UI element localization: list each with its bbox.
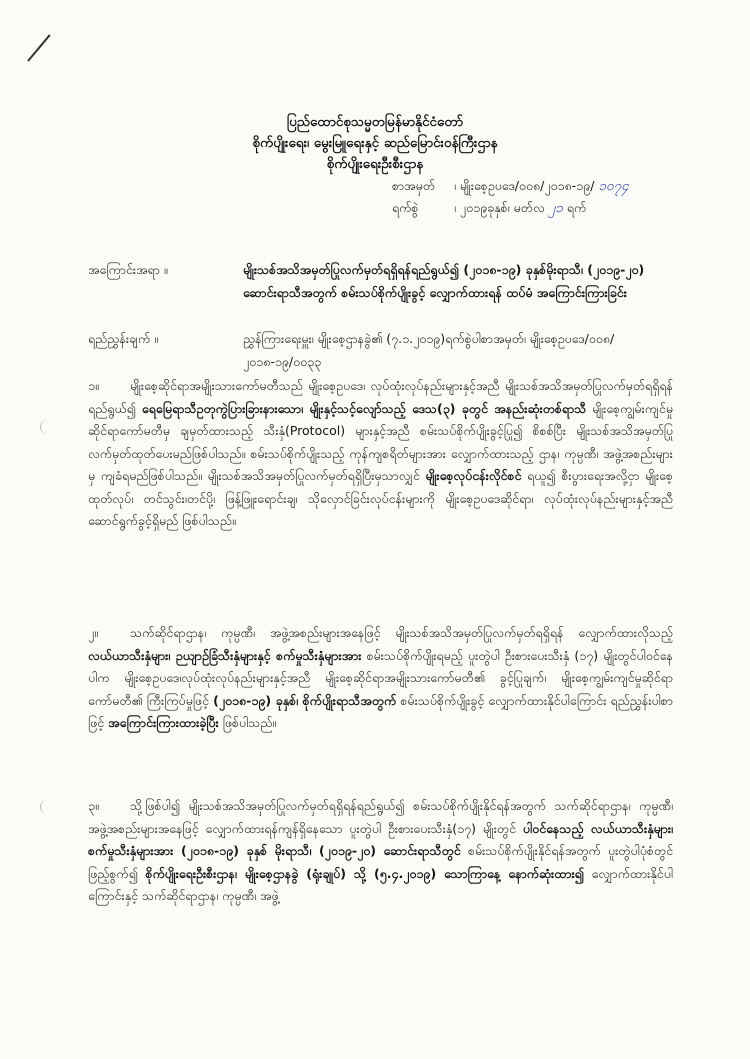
paragraph-text: စမ်းသပ်စိုက်ပျိုးခွင့် လျှောက်ထားနိုင်ပါကြောင်း ရည်ညွှန်းပါစာဖြင့် [88,692,673,730]
paragraph-text: မျိုးစေ့ကျွမ်းကျင်မှုဆိုင်ရာကော်မတီမှ ချမှတ်ထားသည့် သီးနှံ(Protocol) များနှင့်အညီ စမ်းသပ်စိုက်ပျိုးခွင့်ပြု၍ စိစစ်ပြီး မျိုးသစ်အသိအမှတ်ပြုလက်မှတ်ထုတ်ပေးမည်ဖြစ်ပါသည်။ စမ်းသပ်စိုက်ပျိုးသည့် ကုန်ကျစရိတ်များအား လျှောက်ထားသည့် ဌာန၊ ကုမ္ပဏီ၊ အဖွဲ့အစည်းများမှ ကျခံရမည်ဖြစ်ပါသည်။ မျိုးသစ်အသိအမှတ်ပြုလက်မှတ်ရရှိပြီးမှသာလျှင် [88,400,673,483]
paragraph-text: စမ်းသပ်စိုက်ပျိုးရမည့် ပူးတွဲပါ ဦးစားပေးသီးနှံ (၁၇) မျိုးတွင်ပါဝင်နေပါက မျိုးစေ့ဥပဒေ၊လုပ်ထုံးလုပ်နည်းများနှင့်အညီ မျိုးစေ့ဆိုင်ရာအမျိုးသားကော်မတီ၏ ခွင့်ပြုချက်၊ မျိုးစေ့ကျွမ်းကျင်မှုဆိုင်ရာကော်မတီ၏ ကြီးကြပ်မှုဖြင့် [88,647,673,708]
paragraph-text: လျှောက်ထားနိုင်ပါကြောင်းနှင့် သက်ဆိုင်ရာဌာန၊ ကုမ္ပဏီ၊ အဖွဲ့ [88,865,673,903]
subject-label: အကြောင်းအရာ ။ [88,262,168,277]
paragraph-text: စမ်းသပ်စိုက်ပျိုးနိုင်ရန်အတွက် ပူးတွဲပါပုံစံတွင် ဖြည့်စွက်၍ [88,843,673,881]
margin-hole-mark [40,420,55,434]
margin-hole-mark [40,800,55,814]
subject-text: မျိုးသစ်အသိအမှတ်ပြုလက်မှတ်ရရှိရန်ရည်ရွယ်၍ (၂ဝ၁၈-၁၉) ခုနှစ်မိုးရာသီ၊ (၂ဝ၁၉-၂ဝ) ဆောင်းရာသီအတွက် စမ်းသပ်စိုက်ပျိုးခွင့် လျှောက်ထားရန် ထပ်မံ အကြောင်းကြားခြင်း [243,262,645,300]
letter-date-prefix: ၊ ၂ဝ၁၉ခုနှစ်၊ မတ်လ [453,200,545,215]
paragraph-1 [88,375,673,533]
paragraph-bold-text: စိုက်ပျိုးရေးဦးစီးဌာန၊ မျိုးစေ့ဌာနခွဲ (ရုံးချုပ်) သို့ (၅.၄.၂ဝ၁၉) သောကြာနေ့ နောက်ဆုံးထား၍ [145,865,584,881]
reference-text: ညွှန်ကြားရေးမှူး၊ မျိုးစေ့ဌာနခွဲ၏ (၇.၁.၂ဝ၁၉)ရက်စွဲပါစာအမှတ်၊ မျိုးစေ့ဥပဒေ/ဝဝ၈/ ၂ဝ၁၈-၁၉/ဝဝ၃၃ [243,331,615,369]
paragraph-number: ၂။ [88,625,98,640]
paragraph-number: ၁။ [88,378,99,393]
letter-date-label: ရက်စွဲ [392,200,419,215]
paragraph-text: သို့ဖြစ်ပါ၍ မျိုးသစ်အသိအမှတ်ပြုလက်မှတ်ရရှိရန်ရည်ရွယ်၍ စမ်းသပ်စိုက်ပျိုးနိုင်ရန်အတွက် သက်ဆိုင်ရာဌာန၊ ကုမ္ပဏီ၊ အဖွဲ့အစည်းများအနေဖြင့် လျှောက်ထားရန်ကျန်ရှိနေသော ပူးတွဲပါ ဦးစားပေးသီးနှံ(၁၇) မျိုးတွင် [88,798,673,836]
paragraph-text: မျိုးစေ့ဆိုင်ရာအမျိုးသားကော်မတီသည် မျိုးစေ့ဥပဒေ၊ လုပ်ထုံးလုပ်နည်းများနှင့်အညီ မျိုးသစ်အသိအမှတ်ပြုလက်မှတ်ရရှိရန် ရည်ရွယ်၍ [88,378,673,416]
letter-number-value: ၊ မျိုးစေ့ဥပဒေ/ဝဝ၈/၂ဝ၁၈-၁၉/ [453,178,595,193]
letter-number-row [392,175,629,197]
paragraph-bold-text: လယ်ယာသီးနှံများ၊ ဉယျာဉ်ခြံသီးနှံများနှင့် စက်မှုသီးနှံများအား [88,647,362,663]
paragraph-text: ဖြစ်ပါသည်။ [222,715,277,730]
letterhead-line-1: ပြည်ထောင်စုသမ္မတမြန်မာနိုင်ငံတော် [286,114,464,130]
paragraph-bold-text: ပါဝင်နေသည့် လယ်ယာသီးနှံများ၊ စက်မှုသီးနှံများအား (၂ဝ၁၈-၁၉) ခုနှစ် မိုးရာသီ၊ (၂ဝ၁၉-၂ဝ) ဆောင်းရာသီတွင် [88,820,673,858]
paragraph-2 [88,622,673,735]
paragraph-text: ရယူ၍ စီးပွားရေးအလို့ငှာ မျိုးစေ့ထုတ်လုပ်၊ တင်သွင်း၊တင်ပို့၊ ဖြန့်ဖြူးရောင်းချ၊ သိုလှောင်ခြင်းလုပ်ငန်းများကို မျိုးစေ့ဥပဒေဆိုင်ရာ၊ လုပ်ထုံးလုပ်နည်းများနှင့်အညီ ဆောင်ရွက်ခွင့်ရှိမည် ဖြစ်ပါသည်။ [88,468,673,528]
letterhead-line-3: စိုက်ပျိုးရေးဦးစီးဌာန [326,156,424,172]
handwritten-letter-number: ၁ဝ၇၄ [598,178,629,194]
paragraph-text: သက်ဆိုင်ရာဌာန၊ ကုမ္ပဏီ၊ အဖွဲ့အစည်းများအနေဖြင့် မျိုးသစ်အသိအမှတ်ပြုလက်မှတ်ရရှိရန် လျှောက်ထားလိုသည့် [130,625,673,640]
handwritten-date-day: ၂၁ [548,200,563,216]
paragraph-bold-text: မျိုးစေ့လုပ်ငန်းလိုင်စင် [425,468,522,483]
letterhead-line-2: စိုက်ပျိုးရေး၊ မွေးမြူရေးနှင့် ဆည်မြောင်းဝန်ကြီးဌာန [252,135,498,151]
paragraph-bold-text: (၂ဝ၁၈-၁၉) ခုနှစ်၊ စိုက်ပျိုးရာသီအတွက် [213,692,397,708]
reference-block [88,328,668,373]
paragraph-3 [88,795,673,908]
subject-block [88,259,668,304]
letter-reference-block [392,175,629,219]
letter-number-label: စာအမှတ် [392,178,435,193]
letterhead [0,112,750,175]
pen-stroke-mark [27,34,50,61]
paragraph-bold-text: အကြောင်းကြားထားခဲ့ပြီး [108,715,219,730]
reference-label: ရည်ညွှန်းချက် ။ [88,331,158,346]
paragraph-number: ၃။ [88,798,99,813]
letter-date-row [392,197,629,219]
paragraph-bold-text: ရေမြေရာသီဥတုကွဲပြားခြားနားသော၊ မျိုးနှင့်သင့်လျော်သည့် ဒေသ(၃) ခုတွင် အနည်းဆုံးတစ်ရာသီ [141,400,587,416]
letter-date-suffix: ရက် [566,200,587,215]
